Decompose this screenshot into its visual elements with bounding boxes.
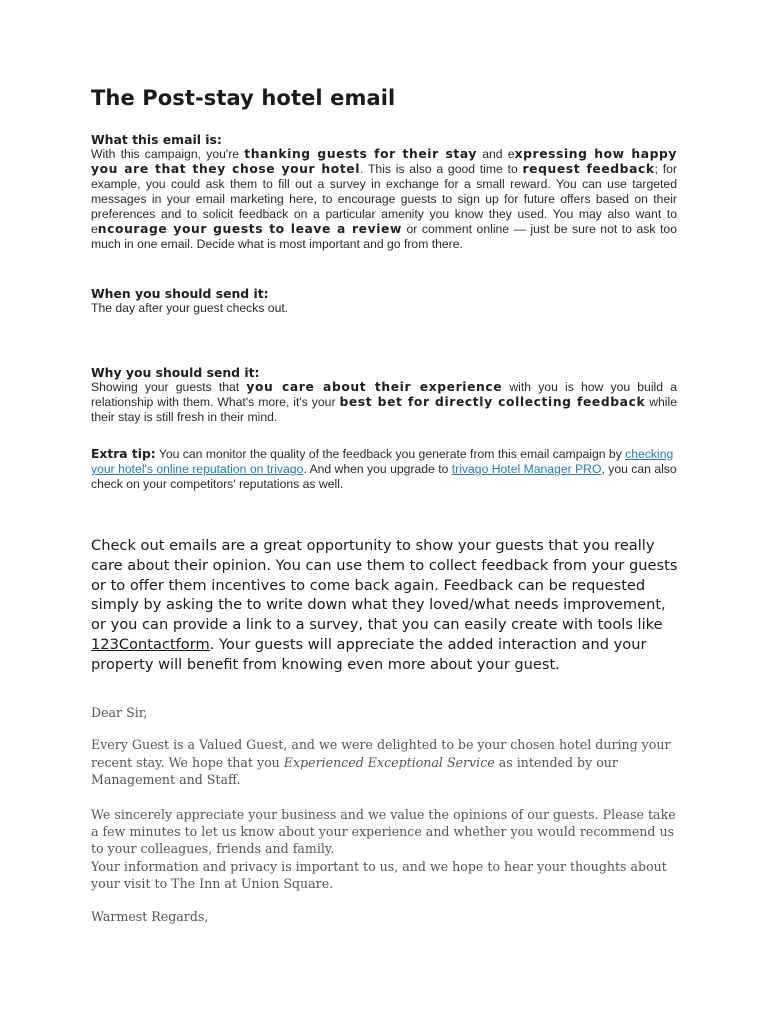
- what-bold-2: xpressing how happy you are that they chose your hotel: [91, 147, 678, 176]
- letter-closing: Warmest Regards,: [91, 908, 209, 924]
- what-bold-1: thanking guests for their stay: [244, 147, 478, 161]
- why-text-1: Showing your guests that: [91, 380, 247, 394]
- tip-text-3: , you can also check on your competitors' reputations as well.: [91, 462, 677, 491]
- tip-text-2: . And when you upgrade to: [303, 462, 452, 476]
- letter-p1-text-b: as intended by our Management and Staff.: [91, 754, 618, 788]
- guide-content: [91, 86, 677, 492]
- reputation-link[interactable]: checking your hotel's online reputation on trivago: [91, 447, 674, 476]
- contactform-link[interactable]: 123Contactform: [91, 635, 210, 653]
- sample-letter: [91, 704, 681, 925]
- tip-text-1: You can monitor the quality of the feedback you generate from this email campaign by: [155, 447, 626, 461]
- letter-paragraph-1: [91, 736, 681, 788]
- when-body: The day after your guest checks out.: [91, 301, 289, 315]
- section-extra-tip: [91, 447, 677, 492]
- what-text-1: With this campaign, you're: [91, 147, 245, 161]
- big-text-1: Check out emails are a great opportunity to show your guests that you really care about their opinion. You can use them to collect feedback from your guests or to offer them incentives to come back again. Feedback can be requested simply by asking the to write down what they loved/what needs improvement, or you can provide a link to a survey, that you can easily create with tools like: [91, 537, 678, 634]
- section-what: [91, 133, 677, 252]
- page-title: The Post-stay hotel email: [91, 86, 396, 110]
- what-text-5: or comment online — just be sure not to ask too much in one email. Decide what is most important and go from there.: [91, 222, 677, 251]
- tip-label: Extra tip:: [91, 447, 156, 461]
- what-bold-4: ncourage your guests to leave a review: [97, 222, 402, 236]
- why-body: [91, 380, 677, 425]
- what-body: [91, 147, 677, 252]
- what-text-2: and e: [477, 147, 515, 161]
- why-text-3: while their stay is still fresh in their mind.: [91, 395, 677, 424]
- when-heading: When you should send it:: [91, 286, 269, 301]
- what-text-4: ; for example, you could ask them to fill out a survey in exchange for a small reward. You can use targeted messages in your email marketing here, to encourage guests to sign up for future offers based on their preferences and to solicit feedback on a particular amenity you know they used. You may also want to e: [91, 162, 678, 236]
- letter-salutation: Dear Sir,: [91, 705, 148, 720]
- letter-paragraph-2: We sincerely appreciate your business and we value the opinions of our guests. Please take a few minutes to let us know about your experience and whether you would recommend us to your colleagues, friends and family.: [91, 806, 676, 857]
- why-text-2: with you is how you build a relationship with them. What's more, it's your: [91, 380, 677, 409]
- letter-p1-text-a: Every Guest is a Valued Guest, and we were delighted to be your chosen hotel during your recent stay. We hope that you: [91, 737, 671, 770]
- big-text-2: . Your guests will appreciate the added interaction and your property will benefit from knowing even more about your guest.: [91, 635, 647, 673]
- section-when: [91, 287, 677, 316]
- section-why: [91, 366, 677, 425]
- what-heading: What this email is:: [91, 132, 222, 147]
- what-text-3: . This is also a good time to: [360, 162, 523, 176]
- why-heading: Why you should send it:: [91, 365, 260, 380]
- why-bold-1: you care about their experience: [246, 380, 503, 394]
- hotel-manager-pro-link[interactable]: trivago Hotel Manager PRO: [451, 462, 602, 476]
- letter-paragraph-3: Your information and privacy is important to us, and we hope to hear your thoughts about your visit to The Inn at Union Square.: [91, 858, 667, 892]
- checkout-email-paragraph: [91, 536, 681, 675]
- why-bold-2: best bet for directly collecting feedback: [339, 395, 646, 409]
- what-bold-3: request feedback: [522, 162, 655, 176]
- letter-p1-emphasis: Experienced Exceptional Service: [283, 754, 495, 770]
- tip-body: [91, 447, 677, 492]
